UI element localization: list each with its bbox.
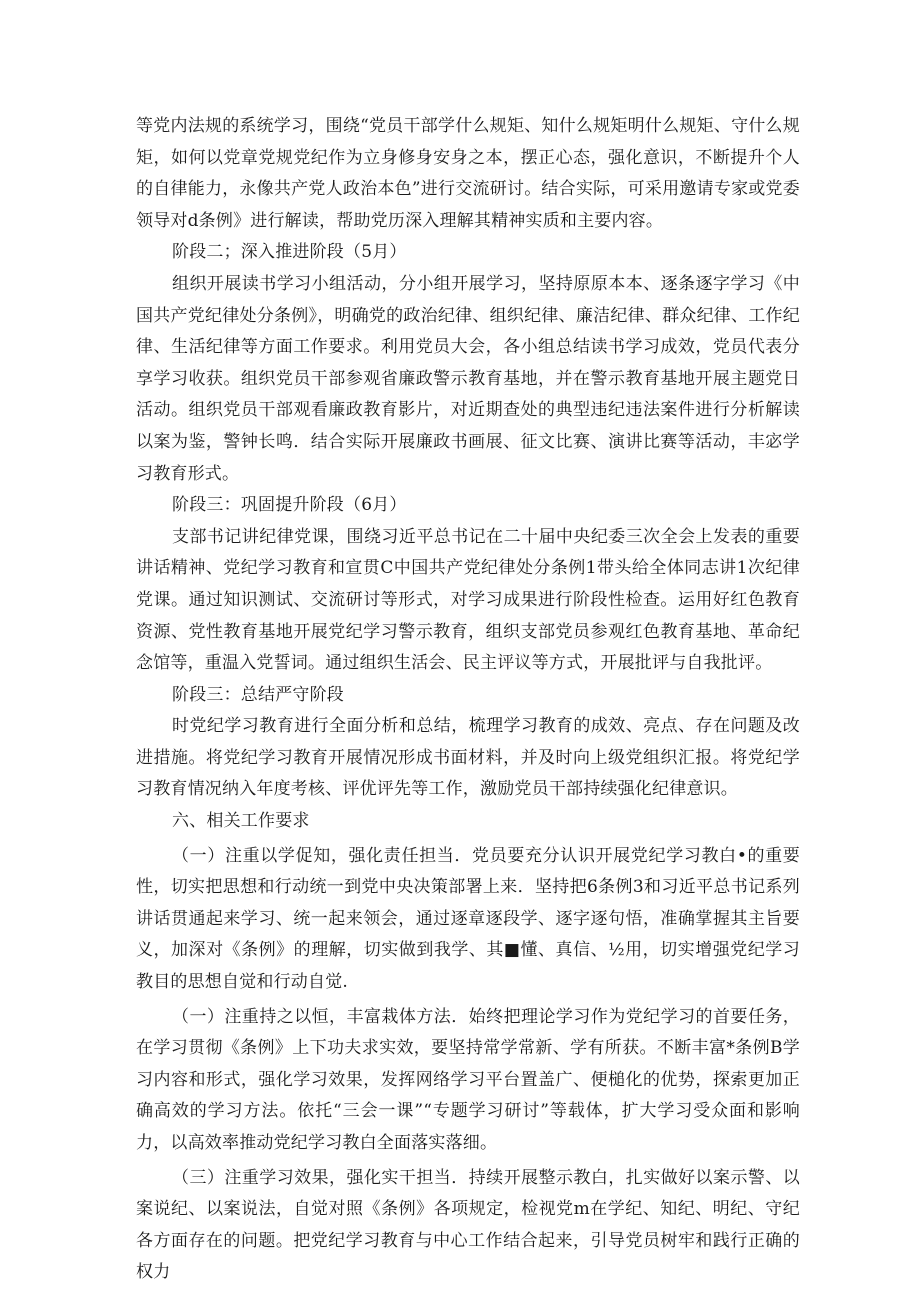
- paragraph-requirement-two: （一）注重持之以恒，丰富栽体方法．始终把理论学习作为党纪学习的首要任务，在学习贯彻《条例》上下功夫求实效，要坚持常学常新、学有所获。不断丰富*条例B学习内容和形式，强化学习效果，发挥网络学习平台置盖广、便槌化的优势，探索更加正确高效的学习方法。依托“三会一课”“专题学习研讨”等载体，扩大学习受众面和影响力，以高效率推动党纪学习教白全面落实落细。: [136, 1006, 800, 1153]
- paragraph-study-method: 等党内法规的系统学习，围绕“党员干部学什么规矩、知什么规矩明什么规矩、守什么规矩，如何以党章党规党纪作为立身修身安身之本，摆正心态，强化意识，不断提升个人的自律能力，永像共产党人政治本色”进行交流研讨。结合实际，可采用邀请专家或党委领导对d条例》进行解读，帮助党历深入理解其精神实质和主要内容。: [136, 116, 800, 231]
- paragraph-stage-three-summary: 时党纪学习教育进行全面分析和总结，梳理学习教育的成效、亮点、存在问题及改进措施。将党纪学习教育开展情况形成书面材料，并及时向上级党组织汇报。将党纪学习教育情况纳入年度考核、评优评先等工作，激励党员干部持续强化纪律意识。: [136, 716, 800, 800]
- document-page: [136, 111, 800, 1289]
- paragraph-requirement-three: （三）注重学习效果，强化实干担当．持续开展整示教白，扎实做好以案示警、以案说纪、以案说法，自觉对照《条例》各项规定，检视党m在学纪、知纪、明纪、守纪各方面存在的问题。把党纪学习教育与中心工作结合起来，引导党员树牢和践行正确的权力: [136, 1167, 800, 1283]
- heading-stage-two: 阶段二；深入推进阶段（5月）: [172, 242, 407, 263]
- heading-work-requirements: 六、相关工作要求: [172, 811, 310, 832]
- heading-stage-three-summary: 阶段三：总结严守阶段: [172, 684, 344, 705]
- paragraph-stage-two: 组织开展读书学习小组活动，分小组开展学习，坚持原原本本、逐条逐字学习《中国共产党纪律处分条例》，明确党的政治纪律、组织纪律、廉洁纪律、群众纪律、工作纪律、生活纪律等方面工作要求。利用党员大会，各小组总结读书学习成效，党员代表分享学习收获。组织党员干部参观省廉政警示教育基地，并在警示教育基地开展主题党日活动。组织党员干部观看廉政教育影片，对近期查处的典型违纪违法案件进行分析解读以案为鉴，警钟长鸣．结合实际开展廉政书画展、征文比赛、演讲比赛等活动，丰宓学习教育形式。: [136, 273, 800, 484]
- heading-stage-three-consolidate: 阶段三：巩固提升阶段（6月）: [172, 495, 407, 516]
- paragraph-stage-three-consolidate: 支部书记讲纪律党课，围绕习近平总书记在二十届中央纪委三次全会上发表的重要讲话精神、党纪学习教育和宣贯C中国共产党纪律处分条例1带头给全体同志讲1次纪律党课。通过知识测试、交流研讨等形式，对学习成果进行阶段性检查。运用好红色教育资源、党性教育基地开展党纪学习警示教育，组织支部党员参观红色教育基地、革命纪念馆等，重温入党誓词。通过组织生活会、民主评议等方式，开展批评与自我批评。: [136, 526, 800, 674]
- paragraph-requirement-one: （一）注重以学促知，强化责任担当．党员要充分认识开展党纪学习教白•的重要性，切实把思想和行动统一到党中央决策部署上来．坚持把6条例3和习近平总书记系列讲话贯通起来学习、统一起来领会，通过逐章逐段学、逐字逐句悟，准确掌握其主旨要义，加深对《条例》的理解，切实做到我学、其■懂、真信、½用，切实增强党纪学习教目的思想自觉和行动自觉.: [136, 845, 800, 993]
